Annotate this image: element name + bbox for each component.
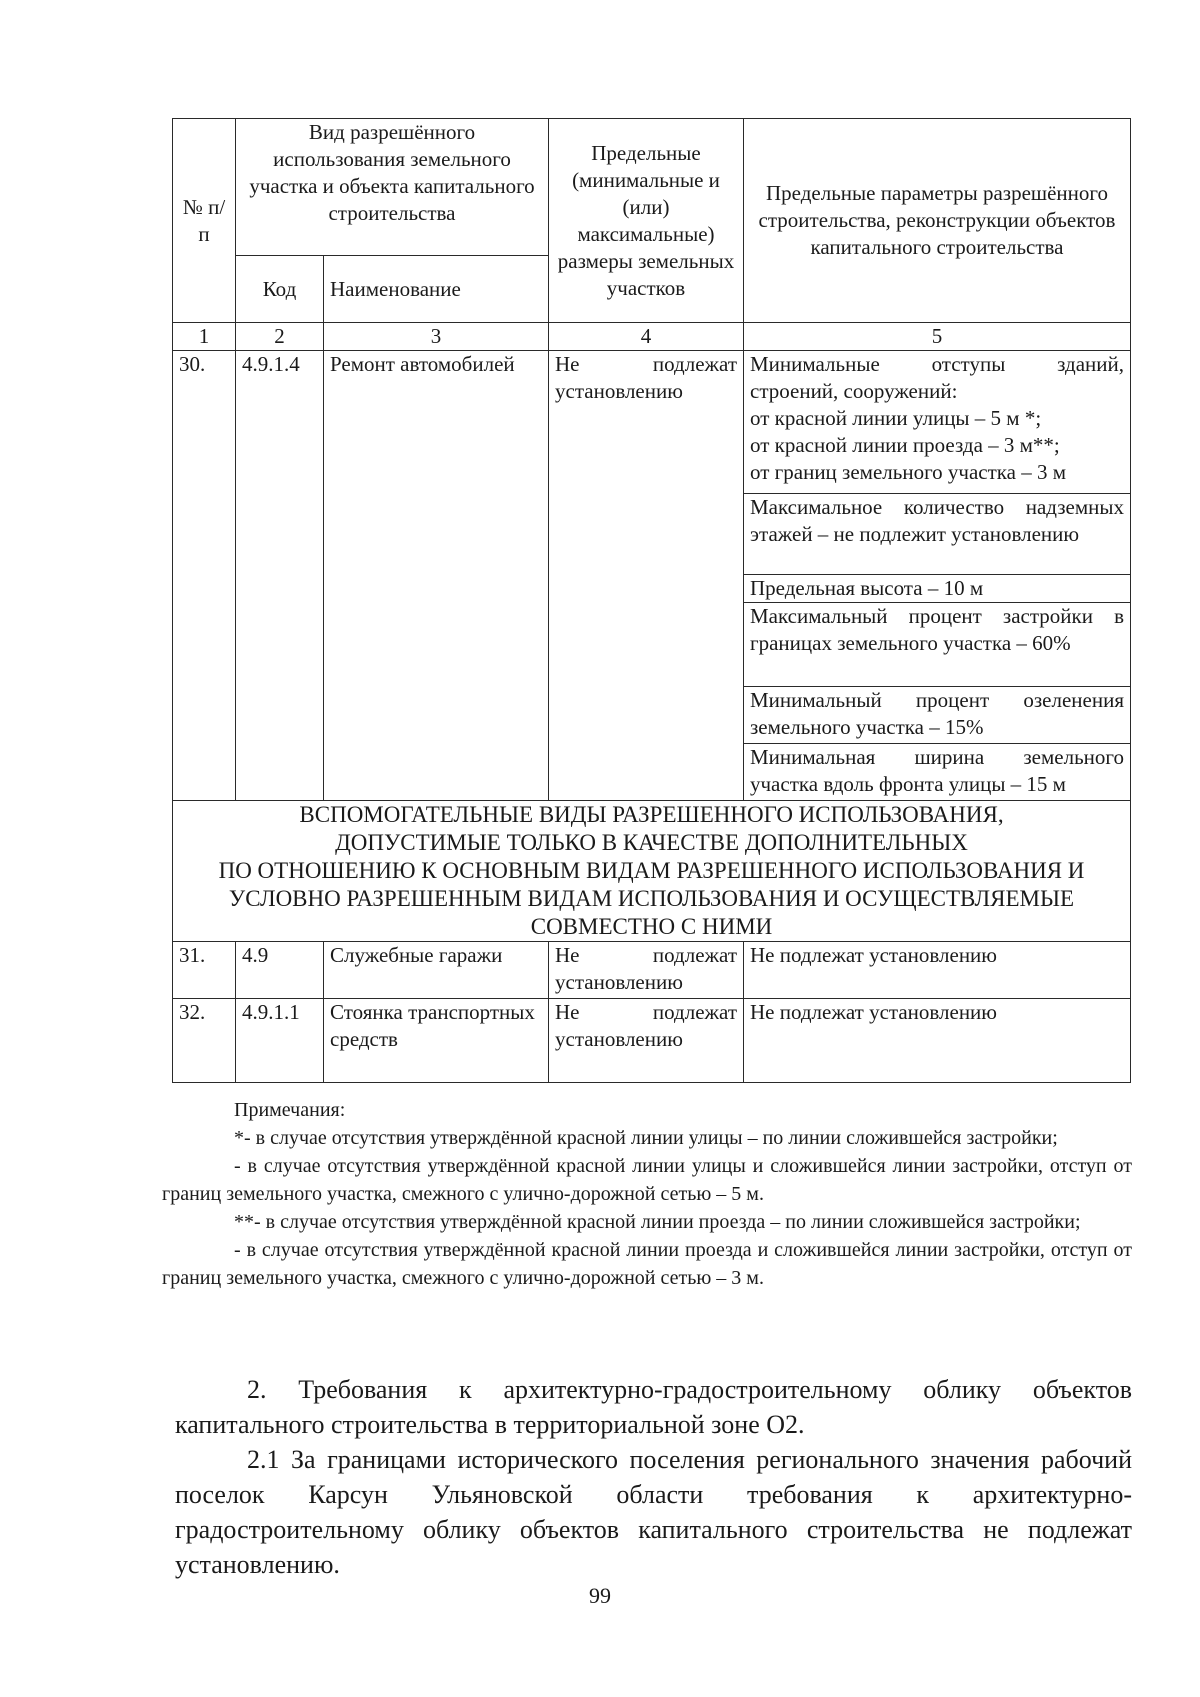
row-plot-size: Не подлежат установлению	[549, 942, 744, 999]
col-number: 4	[549, 323, 744, 351]
param-max-floors: Максимальное количество надземных этажей – не подлежит установлению	[744, 494, 1131, 575]
header-name: Наименование	[324, 256, 549, 323]
section-line: СОВМЕСТНО С НИМИ	[530, 914, 773, 939]
auxiliary-uses-section-header	[173, 801, 1131, 942]
section-line: ПО ОТНОШЕНИЮ К ОСНОВНЫМ ВИДАМ РАЗРЕШЕННОГО ИСПОЛЬЗОВАНИЯ И	[218, 858, 1085, 883]
param-setback-street: от красной линии улицы – 5 м *;	[750, 406, 1042, 430]
header-construction-params: Предельные параметры разрешённого строительства, реконструкции объектов капитального строительства	[744, 119, 1131, 323]
header-code: Код	[236, 256, 324, 323]
param-min-greenery: Минимальный процент озеленения земельного участка – 15%	[744, 687, 1131, 744]
page-number: 99	[589, 1583, 611, 1608]
col-number: 5	[744, 323, 1131, 351]
row-code: 4.9.1.1	[236, 999, 324, 1083]
row-code: 4.9.1.4	[236, 351, 324, 801]
header-plot-size: Предельные (минимальные и (или) максимальные) размеры земельных участков	[549, 119, 744, 323]
col-number: 1	[173, 323, 236, 351]
notes-block	[162, 1096, 1132, 1292]
col-number: 3	[324, 323, 549, 351]
section-line: ВСПОМОГАТЕЛЬНЫЕ ВИДЫ РАЗРЕШЕННОГО ИСПОЛЬЗОВАНИЯ,	[299, 802, 1004, 827]
regulations-table	[172, 118, 1131, 1083]
row-name: Служебные гаражи	[324, 942, 549, 999]
note-item: **- в случае отсутствия утверждённой красной линии проезда – по линии сложившейся застройки;	[234, 1211, 1081, 1233]
row-params: Не подлежат установлению	[744, 999, 1131, 1083]
param-max-coverage: Максимальный процент застройки в границах земельного участка – 60%	[744, 603, 1131, 687]
row-params: Не подлежат установлению	[744, 942, 1131, 999]
param-setback-boundary: от границ земельного участка – 3 м	[750, 460, 1067, 484]
body-text	[175, 1372, 1132, 1582]
section-line: УСЛОВНО РАЗРЕШЕННЫМ ВИДАМ ИСПОЛЬЗОВАНИЯ И ОСУЩЕСТВЛЯЕМЫЕ	[228, 886, 1075, 911]
row-code: 4.9	[236, 942, 324, 999]
row-number: 30.	[173, 351, 236, 801]
notes-title: Примечания:	[234, 1099, 346, 1121]
row-plot-size: Не подлежат установлению	[549, 351, 744, 801]
row-number: 31.	[173, 942, 236, 999]
section-line: ДОПУСТИМЫЕ ТОЛЬКО В КАЧЕСТВЕ ДОПОЛНИТЕЛЬНЫХ	[335, 830, 968, 855]
header-num: № п/п	[173, 119, 236, 323]
note-item: *- в случае отсутствия утверждённой красной линии улицы – по линии сложившейся застройки;	[234, 1127, 1058, 1149]
header-permitted-use: Вид разрешённого использования земельного участка и объекта капитального строительства	[236, 119, 549, 256]
note-item: - в случае отсутствия утверждённой красной линии улицы и сложившейся линии застройки, отступ от границ земельного участка, смежного с улично-дорожной сетью – 5 м.	[162, 1155, 1132, 1205]
row-name: Ремонт автомобилей	[324, 351, 549, 801]
param-setbacks-title: Минимальные отступы зданий, строений, сооружений:	[750, 352, 1124, 403]
paragraph-historical-settlement: 2.1 За границами исторического поселения регионального значения рабочий поселок Карсун Ульяновской области требования к архитектурно-градостроительному облику объектов капитального строительства не подлежат установлению.	[175, 1445, 1132, 1579]
row-plot-size: Не подлежат установлению	[549, 999, 744, 1083]
row-name: Стоянка транспортных средств	[324, 999, 549, 1083]
note-item: - в случае отсутствия утверждённой красной линии проезда и сложившейся линии застройки, отступ от границ земельного участка, смежного с улично-дорожной сетью – 3 м.	[162, 1239, 1132, 1289]
param-setback-driveway: от красной линии проезда – 3 м**;	[750, 433, 1060, 457]
col-number: 2	[236, 323, 324, 351]
paragraph-architecture-requirements: 2. Требования к архитектурно-градостроительному облику объектов капитального строительства в территориальной зоне О2.	[175, 1375, 1132, 1439]
param-max-height: Предельная высота – 10 м	[744, 575, 1131, 603]
param-min-width: Минимальная ширина земельного участка вдоль фронта улицы – 15 м	[744, 744, 1131, 801]
row-number: 32.	[173, 999, 236, 1083]
param-setbacks	[744, 351, 1131, 494]
